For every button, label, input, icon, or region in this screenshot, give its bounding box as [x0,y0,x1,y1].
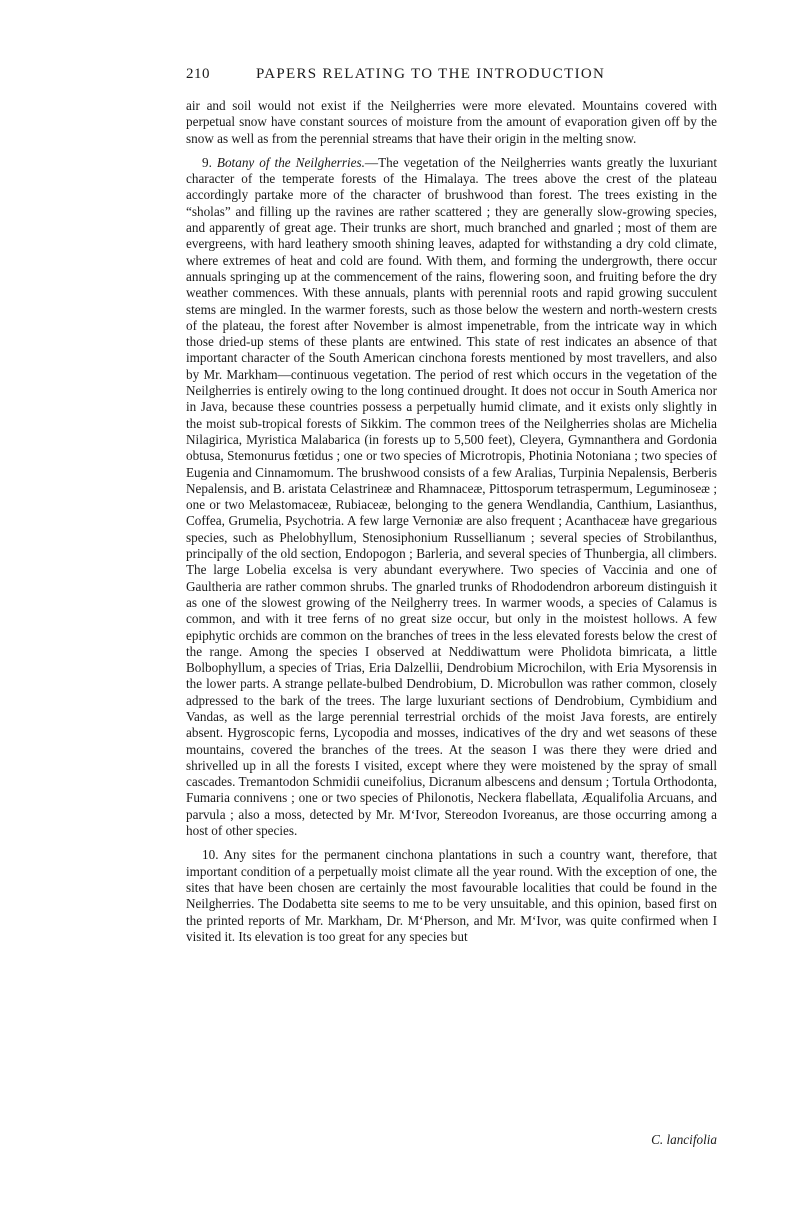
paragraph-number: 10. [202,847,219,863]
paragraph-9 [186,155,717,839]
page-number: 210 [186,66,210,82]
paragraph-heading: Botany of the Neilgherries. [216,154,365,170]
text-block [186,98,717,945]
paragraph-number: 9. [202,154,212,170]
catchword: C. lancifolia [651,1132,717,1147]
running-head [186,66,717,86]
continuation-paragraph: air and soil would not exist if the Neilgherries were more elevated. Mountains covered with perpetual snow have constant sources of moisture from the amount of evaporation given off by the snow as well as from the perennial streams that have their origin in the melting snow. [186,98,717,146]
running-title: PAPERS RELATING TO THE INTRODUCTION [256,66,606,82]
paragraph-text: Any sites for the permanent cinchona plantations in such a country want, therefore, that important condition of a perpetually moist climate all the year round. With the exception of one, the sites that have been chosen are certainly the most favourable localities that could be found in the Neilgherries. The Dodabetta site seems to me to be very unsuitable, and this opinion, based first on the printed reports of Mr. Markham, Dr. M‘Pherson, and Mr. M‘Ivor, was quite confirmed when I visited it. Its elevation is too great for any species but [186,847,717,944]
paragraph-10 [186,847,717,945]
paragraph-text: —The vegetation of the Neilgherries wants greatly the luxuriant character of the temperate forests of the Himalaya. The trees above the crest of the plateau accordingly partake more of the character of brushwood than forest. The trees existing in the “sholas” and filling up the ravines are rather scattered ; they are generally slow-growing species, and apparently of great age. Their trunks are short, much branched and gnarled ; most of them are evergreens, with hard leathery smooth shining leaves, adapted for withstanding a dry cold climate, where extremes of heat and cold are found. With them, and forming the undergrowth, there occur annuals springing up at the commencement of the rains, flowering soon, and fruiting before the dry weather commences. With these annuals, plants with perennial roots and rapid growing succulent stems are mingled. In the warmer forests, such as those below the western and north-western crests of the plateau, the forest after November is almost impenetrable, from the intricate way in which those dried-up stems of these plants are entwined. This state of rest indicates an absence of that important character of the South American cinchona forests mentioned by most travellers, and also by Mr. Markham—continuous vegetation. The period of rest which occurs in the vegetation of the Neilgherries is entirely owing to the long continued drought. It does not occur in South America nor in Java, because these countries possess a perpetually humid climate, and it exists only slightly in the moist sub-tropical forests of Sikkim. The common trees of the Neilgherries sholas are Michelia Nilagirica, Myristica Malabarica (in forests up to 5,500 feet), Cleyera, Gymnanthera and Gordonia obtusa, Stemonurus fœtidus ; one or two species of Microtropis, Photinia Notoniana ; two species of Eugenia and Cinnamomum. The brushwood consists of a few Aralias, Turpinia Nepalensis, Berberis Nepalensis, and B. aristata Celastrineæ and Rhamnaceæ, Pittosporum tetraspermum, Leguminoseæ ; one or two Melastomaceæ, Rubiaceæ, belonging to the genera Wendlandia, Canthium, Lasianthus, Coffea, Grumelia, Psychotria. A few large Vernoniæ are also frequent ; Acanthaceæ have gregarious species, such as Phelobhyllum, Stenosiphonium Russellianum ; several species of Strobilanthus, principally of the old section, Endopogon ; Barleria, and several species of Thunbergia, all climbers. The large Lobelia excelsa is very abundant everywhere. Two species of Vaccinia and one of Gaultheria are rather common shrubs. The gnarled trunks of Rhododendron arboreum distinguish it as one of the slowest growing of the Neilgherry trees. In warmer woods, a species of Calamus is common, and with it tree ferns of no great size occur, but only in the moistest hollows. A few epiphytic orchids are common on the branches of trees in the less elevated forests below the crest of the range. Among the species I observed at Neddiwattum were Pholidota bimricata, a little Bolbophyllum, a species of Trias, Eria Dalzellii, Dendrobium Microchilon, with Eria Mysorensis in the lower parts. A strange pellate-bulbed Dendrobium, D. Microbullon was rather common, closely adpressed to the bark of the trees. The large luxuriant sections of Dendrobium, Cymbidium and Vandas, as well as the large perennial terrestrial orchids of the moist Java forests, are entirely absent. Hygroscopic ferns, Lycopodia and mosses, indicatives of the dry and wet seasons of these mountains, covered the branches of the trees. At the season I was there they were dried and shrivelled up in all the forests I visited, except where they were moistened by the spray of small cascades. Tremantodon Schmidii cuneifolius, Dicranum albescens and densum ; Tortula Orthodonta, Fumaria connivens ; one or two species of Philonotis, Neckera flabellata, Æqualifolia Arcuans, and parvula ; also a moss, detected by Mr. M‘Ivor, Stereodon Ivoreanus, are those occurring among a host of other species. [186,154,718,839]
